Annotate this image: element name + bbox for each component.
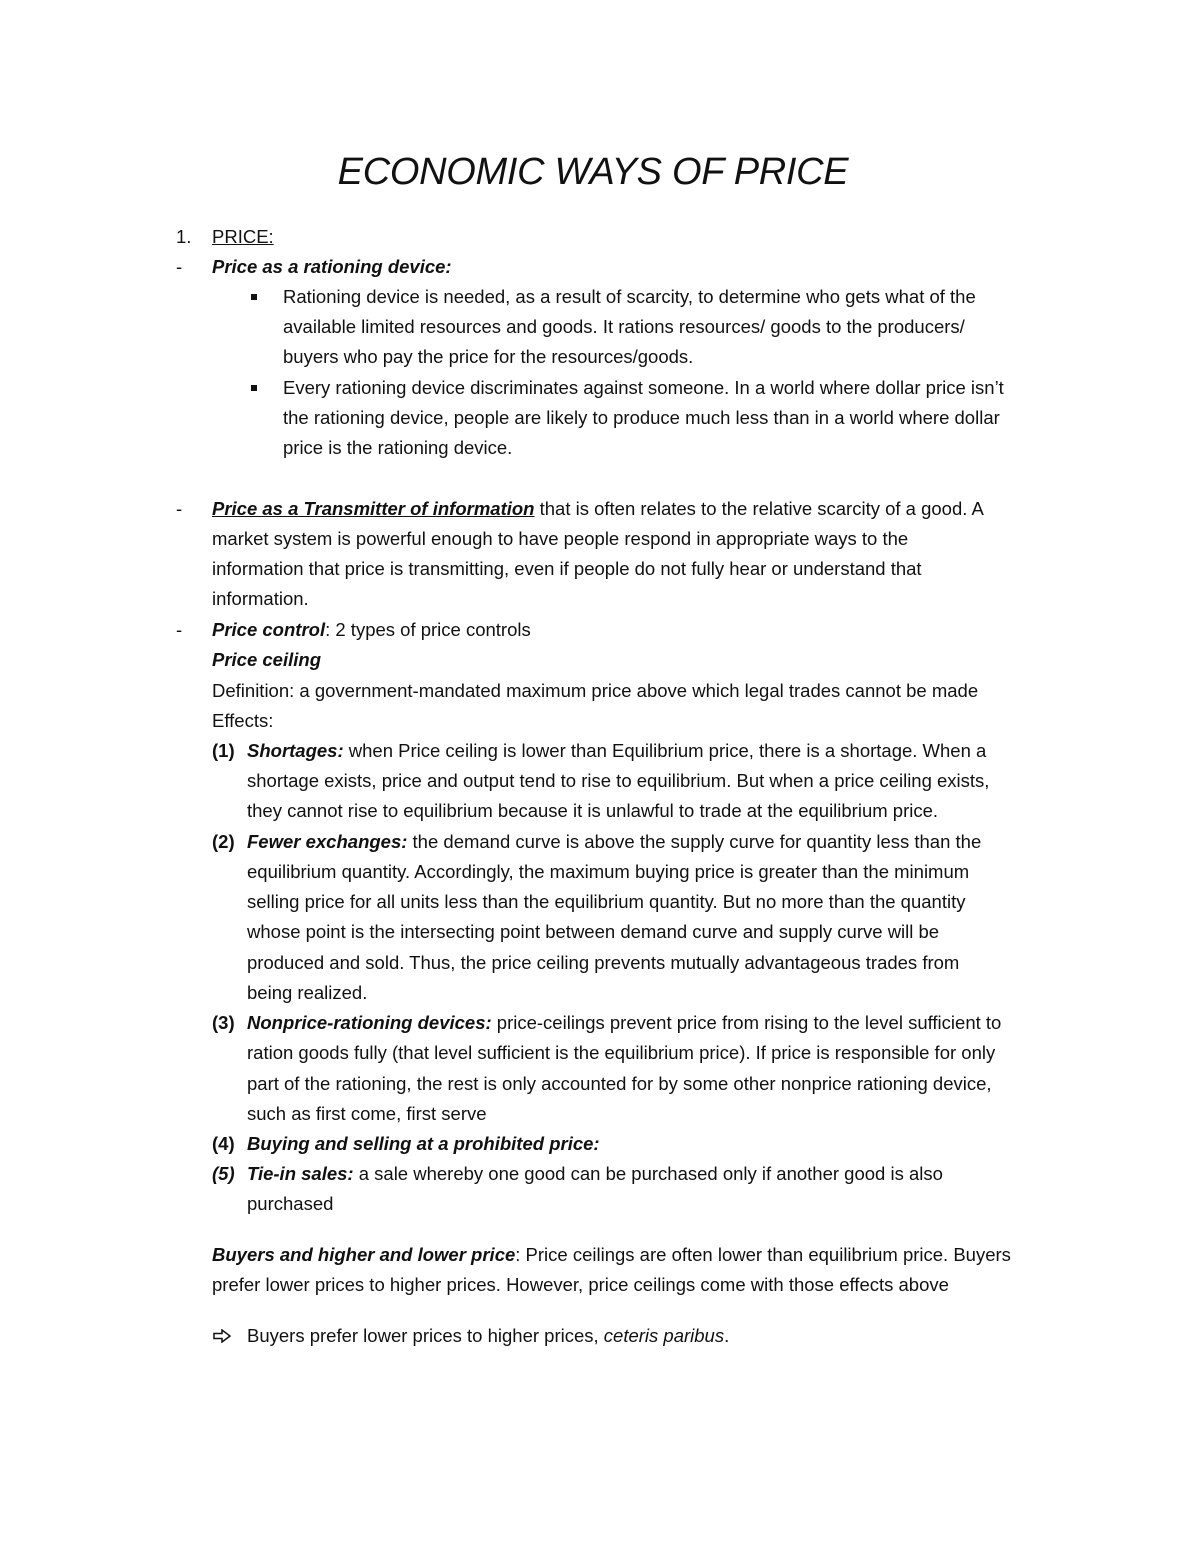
item-3-line2: ration goods fully (that level sufficient is the equilibrium price). If price is responsible for only <box>247 1042 996 1063</box>
item-4-label: Buying and selling at a prohibited price: <box>247 1133 600 1154</box>
item-2-line6: being realized. <box>247 982 368 1003</box>
rationing-bullet1-line2: available limited resources and goods. It rations resources/ goods to the producers/ <box>283 316 965 337</box>
buyers-line1 <box>212 1240 1011 1270</box>
item-5-line2: purchased <box>247 1193 334 1214</box>
item-3-line4: such as first come, first serve <box>247 1103 487 1124</box>
buyers-first-rest: : Price ceilings are often lower than equilibrium price. Buyers <box>515 1244 1011 1265</box>
section-heading: PRICE: <box>212 226 274 247</box>
hollow-arrow-icon <box>213 1329 231 1343</box>
item-2-line4: whose point is the intersecting point between demand curve and supply curve will be <box>247 921 940 942</box>
transmitter-line2: market system is powerful enough to have people respond in appropriate ways to the <box>212 528 909 549</box>
item-1-first: when Price ceiling is lower than Equilibrium price, there is a shortage. When a <box>343 740 987 761</box>
control-heading-rest: : 2 types of price controls <box>325 619 531 640</box>
dash-marker: - <box>176 619 183 640</box>
item-number: (4) <box>212 1133 235 1154</box>
ceiling-heading: Price ceiling <box>212 649 321 670</box>
rationing-bullet2-line1: Every rationing device discriminates against someone. In a world where dollar price isn’t <box>283 377 1004 398</box>
control-heading: Price control <box>212 619 326 640</box>
conclusion-end: . <box>724 1325 730 1346</box>
bullet-square-icon <box>251 294 257 300</box>
item-1-line1 <box>247 736 986 766</box>
item-1-line3: they cannot rise to equilibrium because it is unlawful to trade at the equilibrium price. <box>247 800 939 821</box>
item-number: (2) <box>212 831 235 852</box>
transmitter-line4: information. <box>212 588 309 609</box>
item-5-first: a sale whereby one good can be purchased only if another good is also <box>353 1163 943 1184</box>
item-3-line3: part of the rationing, the rest is only accounted for by some other nonprice rationing device, <box>247 1073 992 1094</box>
dash-marker: - <box>176 256 183 277</box>
item-number: (3) <box>212 1012 235 1033</box>
document-title: ECONOMIC WAYS OF PRICE <box>337 151 849 193</box>
rationing-heading: Price as a rationing device: <box>212 256 452 277</box>
transmitter-line1 <box>212 494 984 524</box>
item-number: (5) <box>212 1163 235 1184</box>
item-2-line5: produced and sold. Thus, the price ceiling prevents mutually advantageous trades from <box>247 952 960 973</box>
item-number: (1) <box>212 740 235 761</box>
item-2-line2: equilibrium quantity. Accordingly, the maximum buying price is greater than the minimum <box>247 861 970 882</box>
item-2-line1 <box>247 827 981 857</box>
effects-label: Effects: <box>212 710 274 731</box>
section-number: 1. <box>176 226 192 247</box>
item-3-label: Nonprice-rationing devices: <box>247 1012 492 1033</box>
buyers-line2: prefer lower prices to higher prices. However, price ceilings come with those effects above <box>212 1274 949 1295</box>
item-1-line2: shortage exists, price and output tend to rise to equilibrium. But when a price ceiling exists, <box>247 770 990 791</box>
transmitter-line3: information that price is transmitting, even if people do not fully hear or understand that <box>212 558 922 579</box>
item-5-label: Tie-in sales: <box>247 1163 354 1184</box>
item-5-line1 <box>247 1159 943 1189</box>
conclusion-text: Buyers prefer lower prices to higher prices, <box>247 1325 604 1346</box>
transmitter-line1-rest: that is often relates to the relative scarcity of a good. A <box>534 498 984 519</box>
dash-marker: - <box>176 498 183 519</box>
ceiling-definition: Definition: a government-mandated maximum price above which legal trades cannot be made <box>212 680 979 701</box>
item-3-line1 <box>247 1008 1001 1038</box>
transmitter-heading: Price as a Transmitter of information <box>212 498 535 519</box>
rationing-bullet2-line3: price is the rationing device. <box>283 437 513 458</box>
control-line <box>212 615 531 645</box>
item-1-label: Shortages: <box>247 740 344 761</box>
rationing-bullet1-line1: Rationing device is needed, as a result of scarcity, to determine who gets what of the <box>283 286 976 307</box>
bullet-square-icon <box>251 385 257 391</box>
rationing-bullet1-line3: buyers who pay the price for the resources/goods. <box>283 346 694 367</box>
item-2-line3: selling price for all units less than the equilibrium quantity. But no more than the quantity <box>247 891 966 912</box>
item-3-first: price-ceilings prevent price from rising to the level sufficient to <box>491 1012 1002 1033</box>
buyers-heading: Buyers and higher and lower price <box>212 1244 516 1265</box>
item-2-first: the demand curve is above the supply curve for quantity less than the <box>407 831 982 852</box>
conclusion-line <box>247 1321 729 1351</box>
rationing-bullet2-line2: the rationing device, people are likely to produce much less than in a world where dollar <box>283 407 1000 428</box>
item-2-label: Fewer exchanges: <box>247 831 408 852</box>
conclusion-italic: ceteris paribus <box>603 1325 725 1346</box>
